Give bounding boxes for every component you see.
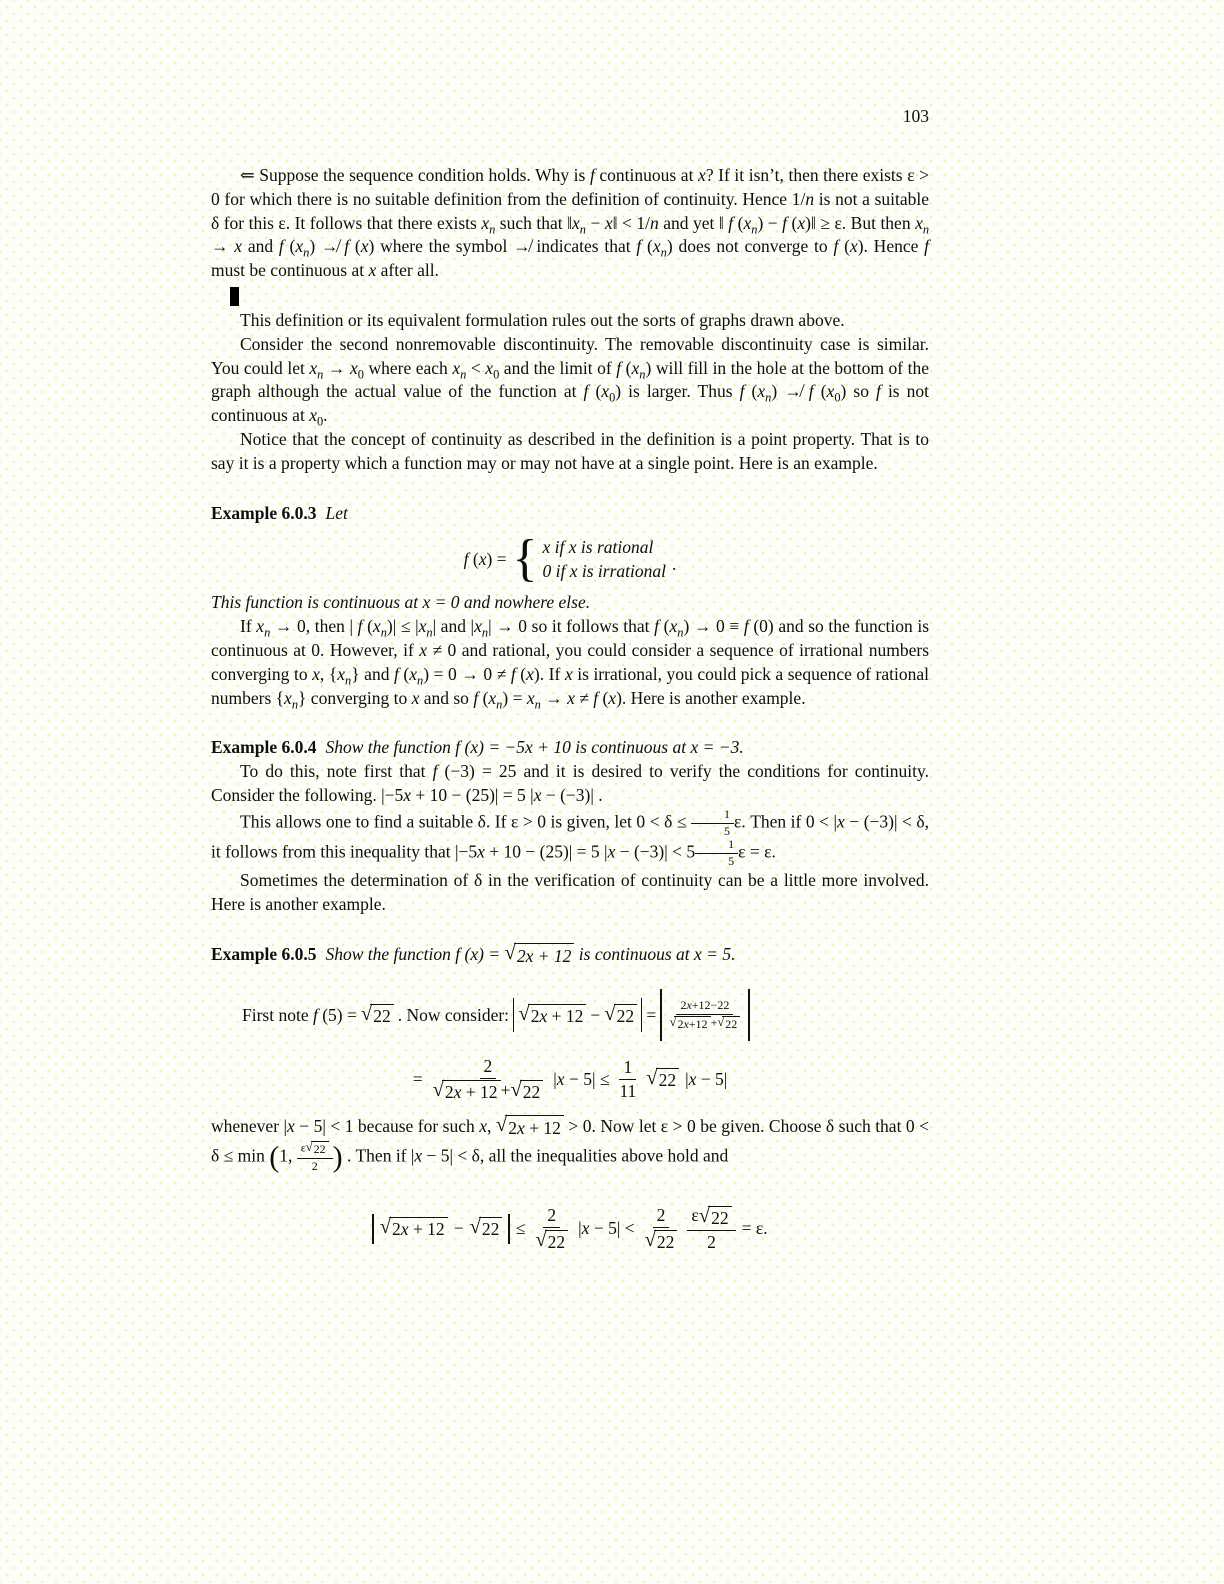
radical-sign: √ [717, 1014, 725, 1029]
fraction-eps-sqrt22-over-2: ε √ 22 2 [687, 1205, 735, 1252]
sqrt-2x-plus-12: √ 2x+12 [670, 1016, 711, 1032]
sqrt-22: √ 22 [646, 1068, 679, 1091]
text-run: First note f (5) = [242, 1004, 357, 1025]
example-6-0-3-statement: This function is continuous at x = 0 and nowhere else. [211, 592, 591, 613]
text-run: whenever |x − 5| < 1 because for such x, [211, 1116, 496, 1137]
fraction-one-fifth: $\frac{1}{5}$ [691, 808, 734, 839]
paragraph-definition-note: This definition or its equivalent formulation rules out the sorts of graphs drawn above. [240, 309, 845, 330]
sqrt-22: √ 22 [535, 1230, 568, 1253]
sqrt-22: √ 22 [470, 1217, 503, 1240]
text-run: . Now consider: [397, 1004, 510, 1025]
paren-right: ) [332, 1140, 343, 1174]
example-6-0-5-header [211, 943, 929, 969]
fraction-quotient: 2x+12−22 √ 2x+12 + √ 22 [666, 999, 745, 1032]
abs-bar [508, 1214, 509, 1244]
brace-left: { [512, 530, 538, 588]
radical-sign: √ [669, 1014, 677, 1029]
example-label: Example 6.0.4 [211, 737, 317, 758]
minus-sign: − [453, 1218, 464, 1239]
case-irrational: 0 if x is irrational [542, 561, 666, 582]
equation-final [211, 1202, 929, 1256]
sqrt-2x-plus-12: √ 2x + 12 [380, 1217, 448, 1240]
piecewise-cases [543, 535, 666, 583]
radical-sign: √ [604, 1002, 616, 1025]
text-run: = ε. [741, 1218, 768, 1239]
example-6-0-4-header [211, 736, 929, 760]
example-statement: Let [325, 502, 348, 523]
paragraph-604-step1: To do this, note first that f (−3) = 25 and it is desired to verify the conditions for continuity. Consider the following. |−5x + 10 − (25)| = 5 |x − (−3)| . [211, 761, 929, 805]
text-column [211, 104, 929, 1256]
paren-left: ( [269, 1140, 280, 1174]
radical-sign: √ [646, 1066, 658, 1089]
example-statement [325, 941, 736, 966]
paragraph-proof: ⇐ Suppose the sequence condition holds. Why is f continuous at x? If it isn’t, then there exists ε > 0 for which there is no suitable definition from the definition of continuity. Hence 1/n is not a suitable δ for this ε. It follows that there exists $x_n$ such that $‖x_n$ − x‖ < 1/n and yet ‖ f $(x_n) - f$ (x)‖ ≥ ε. But then $x_n \to x$ and f $(x_n)$ ↛ f (x) where the symbol ↛ indicates that f $(x_n)$ does not converge to f (x). Hence f must be continuous at x after all. [211, 165, 930, 281]
example-label: Example 6.0.5 [211, 943, 317, 964]
fraction-two-over-sum: 2 √ 2x + 12 + √ 22 [429, 1056, 548, 1103]
paragraph-delta-note: Sometimes the determination of δ in the verification of continuity can be a little more involved. Here is another example. [211, 869, 929, 914]
epsilon: ε [300, 1140, 306, 1155]
example-label: Example 6.0.3 [211, 502, 317, 523]
abs-bar [372, 1214, 373, 1244]
equation-piecewise [211, 530, 929, 588]
sqrt-22: √ 22 [699, 1206, 732, 1229]
abs-bar [660, 989, 661, 1041]
fraction-two-over-sqrt22: 2 √ 22 [531, 1205, 572, 1252]
text-run: |x − 5| [685, 1068, 728, 1089]
fraction-denominator [531, 1228, 572, 1252]
radical-sign: √ [535, 1228, 547, 1251]
sqrt-2x-plus-12: √ 2x + 12 [496, 1115, 564, 1141]
case-rational: x if x is rational [542, 537, 654, 558]
paragraph-point-property: Notice that the concept of continuity as described in the definition is a point property. That is to say it is a property which a function may or may not have at a single point. Here is an example. [211, 428, 929, 473]
equation-bound [211, 1051, 929, 1107]
fraction-one-eleventh: $\frac{1}{11}$ [619, 1057, 637, 1101]
plus-sign: + [500, 1079, 511, 1100]
abs-bar [513, 998, 514, 1032]
text-run: ε. Then if 0 < |x − (−3)| < δ, it follows from this inequality that |−5x + 10 − (25)| = 5 |x − (−3)| < 5 [211, 811, 930, 862]
fraction-denominator [641, 1228, 682, 1252]
abs-bar [748, 989, 749, 1041]
proof-end-box [230, 287, 929, 307]
radical-sign: √ [432, 1079, 444, 1102]
radical-sign: √ [644, 1228, 656, 1251]
sqrt-22: √ 22 [717, 1016, 740, 1032]
paragraph-whenever [211, 1115, 929, 1173]
sqrt-22: √ 22 [645, 1230, 678, 1253]
equals-sign: = [412, 1068, 423, 1089]
radical-sign: √ [518, 1002, 530, 1025]
paragraph-example-603-discussion: If $x_n \to 0$, then | f $(x_n)| \le |x_n|$ and $|x_n| \to 0$ so it follows that f $(x_n) \to 0 \equiv f$ (0) and so the function is continuous at 0. However, if x ≠ 0 and rational, you could consider a sequence of irrational numbers converging to x, $\{x_n\}$ and f $(x_n) = 0 \to 0 \ne f$ (x). If x is irrational, you could pick a sequence of rational numbers $\{x_n\}$ converging to x and so f $(x_n) = x_n \to x \ne f$ (x). Here is another example. [211, 616, 930, 712]
equation-lhs: f (x) = [463, 548, 507, 569]
text-run: This allows one to find a suitable δ. If ε > 0 is given, let 0 < δ ≤ [240, 811, 691, 832]
fraction-denominator [429, 1079, 548, 1103]
page-number: 103 [902, 106, 929, 126]
abs-bar [641, 998, 642, 1032]
leq-sign: ≤ [515, 1218, 526, 1239]
proof-end-icon [230, 287, 239, 306]
equals-sign: = [646, 1004, 657, 1025]
fraction-eps-sqrt22-over-2: ε √ 22 2 [297, 1141, 333, 1174]
text-run: > 0. Now let ε > 0 be given. Choose δ such that 0 < δ ≤ min [211, 1116, 930, 1166]
equation-period: . [672, 553, 677, 574]
epsilon: ε [691, 1205, 699, 1226]
text-run: |x − 5| ≤ [553, 1068, 610, 1089]
sqrt-22: √ 22 [604, 1004, 637, 1027]
fraction-numerator [687, 1205, 735, 1230]
text-run: is continuous at x = 5. [574, 943, 736, 964]
sqrt-22: √ 22 [306, 1141, 329, 1157]
fraction-numerator [297, 1141, 333, 1159]
radical-sign: √ [469, 1216, 481, 1239]
radical-sign: √ [698, 1205, 711, 1228]
text-run: ε = ε. [738, 841, 776, 862]
fraction-one-fifth: $\frac{1}{5}$ [695, 838, 738, 869]
radical-sign: √ [504, 941, 516, 964]
fraction-denominator [666, 1015, 745, 1032]
paragraph-604-step2 [211, 808, 929, 869]
sqrt-22: √ 22 [510, 1080, 543, 1103]
example-6-0-3-header [211, 502, 929, 526]
sqrt-2x-plus-12: √ 2x + 12 [433, 1080, 501, 1103]
text-run: Show the function f (x) = [325, 943, 505, 964]
text-run: |x − 5| < [578, 1218, 635, 1239]
sqrt-2x-plus-12: √ 2x + 12 [505, 943, 575, 969]
sqrt-2x-plus-12: √ 2x + 12 [518, 1004, 586, 1027]
minus-sign: − [590, 1004, 601, 1025]
radical-sign: √ [305, 1140, 313, 1155]
example-statement: Show the function f (x) = −5x + 10 is continuous at x = −3. [325, 737, 744, 758]
paragraph-nonremovable: Consider the second nonremovable discontinuity. The removable discontinuity case is similar. You could let $x_n \to x_0$ where each $x_n < x_0$ and the limit of f $(x_n)$ will fill in the hole at the bottom of the graph although the actual value of the function at f $(x_0)$ is larger. Thus f $(x_n)$ ↛ f $(x_0)$ so f is not continuous at $x_0$. [211, 333, 930, 429]
radical-sign: √ [510, 1079, 522, 1102]
radical-sign: √ [495, 1114, 508, 1137]
text-run: . Then if |x − 5| < δ, all the inequalities above hold and [342, 1145, 729, 1166]
text-run: 1, [279, 1145, 297, 1166]
sqrt-22: √ 22 [361, 1004, 394, 1027]
plus-sign: + [710, 1015, 718, 1030]
radical-sign: √ [379, 1216, 392, 1239]
fraction-two-over-sqrt22: 2 √ 22 [641, 1205, 682, 1252]
line-first-note [211, 989, 929, 1041]
radical-sign: √ [360, 1002, 373, 1025]
